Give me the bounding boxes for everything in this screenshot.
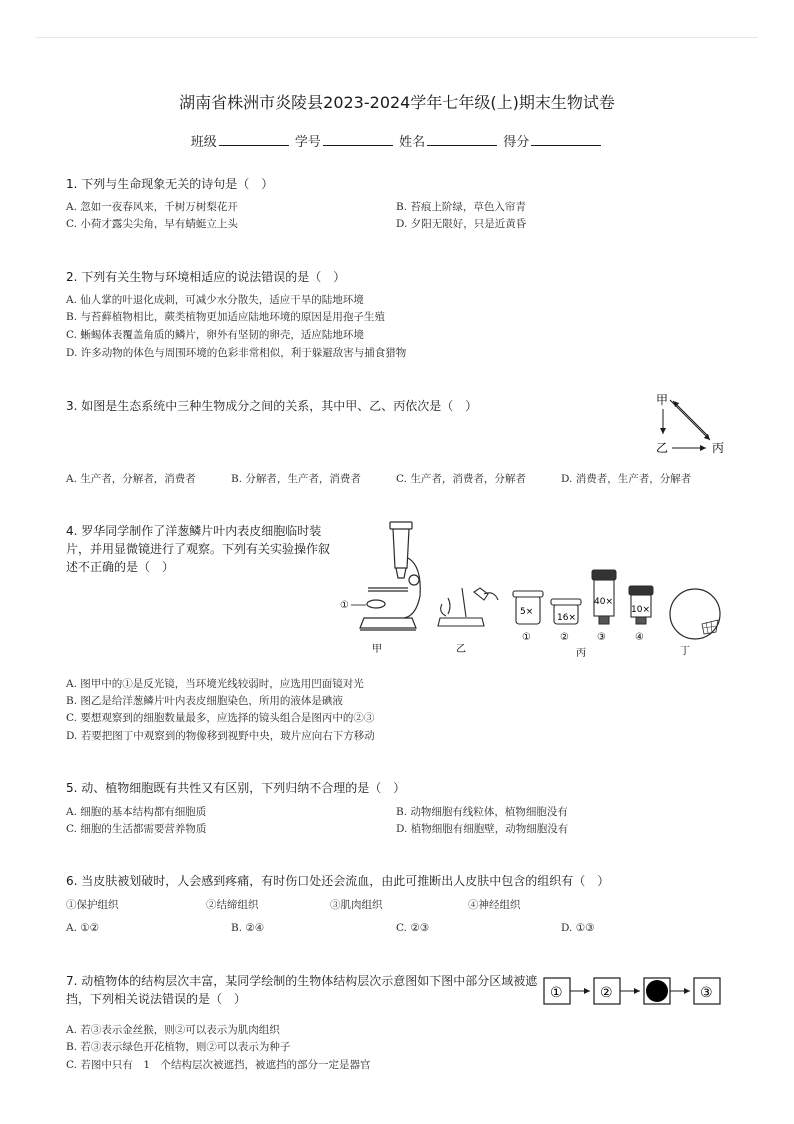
q3-arrow-bing-jia (673, 401, 708, 436)
name-label: 姓名 (399, 135, 426, 150)
lens-number-1: ① (522, 632, 531, 643)
q7-option-a: A. 若③表示金丝猴，则②可以表示为肌肉组织 (66, 1024, 280, 1036)
q3-arrow-jia-bing (670, 400, 710, 440)
lens-marking-5x: 5× (520, 607, 534, 617)
student-id-label: 学号 (294, 135, 321, 150)
q4-option-a: A. 图甲中的①是反光镜，当环境光线较弱时，应选用凹面镜对光 (66, 678, 364, 690)
q3-label-bing: 丙 (712, 441, 725, 455)
name-blank[interactable] (427, 145, 497, 146)
page-title: 湖南省株洲市炎陵县2023-2024学年七年级(上)期末生物试卷 (179, 93, 615, 112)
q7-stem-line-2: 挡，下列相关说法错误的是（ ） (66, 992, 247, 1006)
q2-stem: 2. 下列有关生物与环境相适应的说法错误的是（ ） (66, 270, 346, 284)
q3-label-yi: 乙 (656, 441, 669, 455)
student-id-blank[interactable] (323, 145, 393, 146)
lens-marking-10x: 10× (631, 605, 650, 615)
q3-option-a: A. 生产者，分解者，消费者 (66, 473, 196, 485)
q4-option-d: D. 若要把图丁中观察到的物像移到视野中央，玻片应向右下方移动 (66, 730, 375, 742)
q6-option-d: D. ①③ (561, 922, 595, 934)
q7-option-c: C. 若图中只有 1 个结构层次被遮挡，被遮挡的部分一定是器官 (66, 1059, 371, 1071)
q2-option-a: A. 仙人掌的叶退化成刺，可减少水分散失，适应干旱的陆地环境 (66, 294, 364, 306)
field-of-view-illustration (670, 589, 720, 639)
q6-stem: 6. 当皮肤被划破时，人会感到疼痛，有时伤口处还会流血，由此可推断出人皮肤中包含的组织有（ ） (66, 874, 610, 888)
q6-option-b: B. ②④ (231, 922, 265, 934)
q3-option-d: D. 消费者，生产者，分解者 (561, 473, 692, 485)
q6-item-3: ③肌肉组织 (330, 899, 383, 911)
q1-option-c: C. 小荷才露尖尖角，早有蜻蜓立上头 (66, 218, 238, 230)
microscope-part-marker: ① (340, 600, 349, 611)
q2-option-d: D. 许多动物的体色与周围环境的色彩非常相似，利于躲避敌害与捕食猎物 (66, 347, 407, 359)
q4-figure (338, 518, 730, 660)
lens-marking-16x: 16× (557, 613, 576, 623)
score-blank[interactable] (531, 145, 601, 146)
q3-food-chain-figure (648, 388, 732, 458)
q1-option-b: B. 苔痕上阶绿，草色入帘青 (396, 201, 526, 213)
panel-label-yi: 乙 (456, 644, 466, 655)
q2-option-b: B. 与苔藓植物相比，蕨类植物更加适应陆地环境的原因是用孢子生殖 (66, 311, 385, 323)
staining-illustration (438, 588, 498, 626)
hidden-blot (646, 980, 668, 1002)
q6-item-1: ①保护组织 (66, 899, 119, 911)
hierarchy-label-3: ③ (700, 985, 713, 1001)
q3-label-jia: 甲 (656, 393, 669, 407)
q7-stem-line-1: 7. 动植物体的结构层次丰富，某同学绘制的生物体结构层次示意图如下图中部分区域被遮 (66, 974, 538, 988)
q3-option-c: C. 生产者，消费者，分解者 (396, 473, 526, 485)
q4-stem-line-3: 述不正确的是（ ） (66, 560, 175, 574)
microscope-illustration (360, 522, 420, 630)
top-divider (36, 37, 758, 38)
q5-option-b: B. 动物细胞有线粒体，植物细胞没有 (396, 806, 568, 818)
q6-item-4: ④神经组织 (468, 899, 521, 911)
score-label: 得分 (503, 135, 530, 150)
q4-option-c: C. 要想观察到的细胞数量最多，应选择的镜头组合是图丙中的②③ (66, 712, 375, 724)
q3-option-b: B. 分解者，生产者，消费者 (231, 473, 361, 485)
q5-option-a: A. 细胞的基本结构都有细胞质 (66, 806, 207, 818)
class-blank[interactable] (219, 145, 289, 146)
lens-number-2: ② (560, 632, 569, 643)
q7-option-b: B. 若③表示绿色开花植物，则②可以表示为种子 (66, 1041, 291, 1053)
q1-option-d: D. 夕阳无限好，只是近黄昏 (396, 218, 527, 230)
q3-stem: 3. 如图是生态系统中三种生物成分之间的关系，其中甲、乙、丙依次是（ ） (66, 399, 478, 413)
panel-label-bing: 丙 (576, 648, 586, 659)
q6-option-a: A. ①② (66, 922, 100, 934)
hierarchy-label-2: ② (600, 985, 613, 1001)
q4-option-b: B. 图乙是给洋葱鳞片叶内表皮细胞染色，所用的液体是碘液 (66, 695, 343, 707)
q5-stem: 5. 动、植物细胞既有共性又有区别，下列归纳不合理的是（ ） (66, 781, 406, 795)
student-info-row (0, 131, 794, 150)
hierarchy-label-1: ① (550, 985, 563, 1001)
q2-option-c: C. 蜥蜴体表覆盖角质的鳞片，卵外有坚韧的卵壳，适应陆地环境 (66, 329, 364, 341)
lens-number-3: ③ (597, 632, 606, 643)
lens-marking-40x: 40× (594, 597, 613, 607)
lens-number-4: ④ (635, 632, 644, 643)
panel-label-ding: 丁 (680, 646, 690, 657)
q4-stem-line-1: 4. 罗华同学制作了洋葱鳞片叶内表皮细胞临时装 (66, 524, 322, 538)
q1-option-a: A. 忽如一夜春风来，千树万树梨花开 (66, 201, 238, 213)
q1-stem: 1. 下列与生命现象无关的诗句是（ ） (66, 177, 274, 191)
q5-option-c: C. 细胞的生活都需要营养物质 (66, 823, 207, 835)
q5-option-d: D. 植物细胞有细胞壁，动物细胞没有 (396, 823, 569, 835)
q4-stem-line-2: 片，并用显微镜进行了观察。下列有关实验操作叙 (66, 542, 331, 556)
panel-label-jia: 甲 (372, 644, 382, 655)
q7-hierarchy-figure (540, 974, 724, 1008)
q6-item-2: ②结缔组织 (206, 899, 259, 911)
class-label: 班级 (190, 135, 217, 150)
q6-option-c: C. ②③ (396, 922, 430, 934)
